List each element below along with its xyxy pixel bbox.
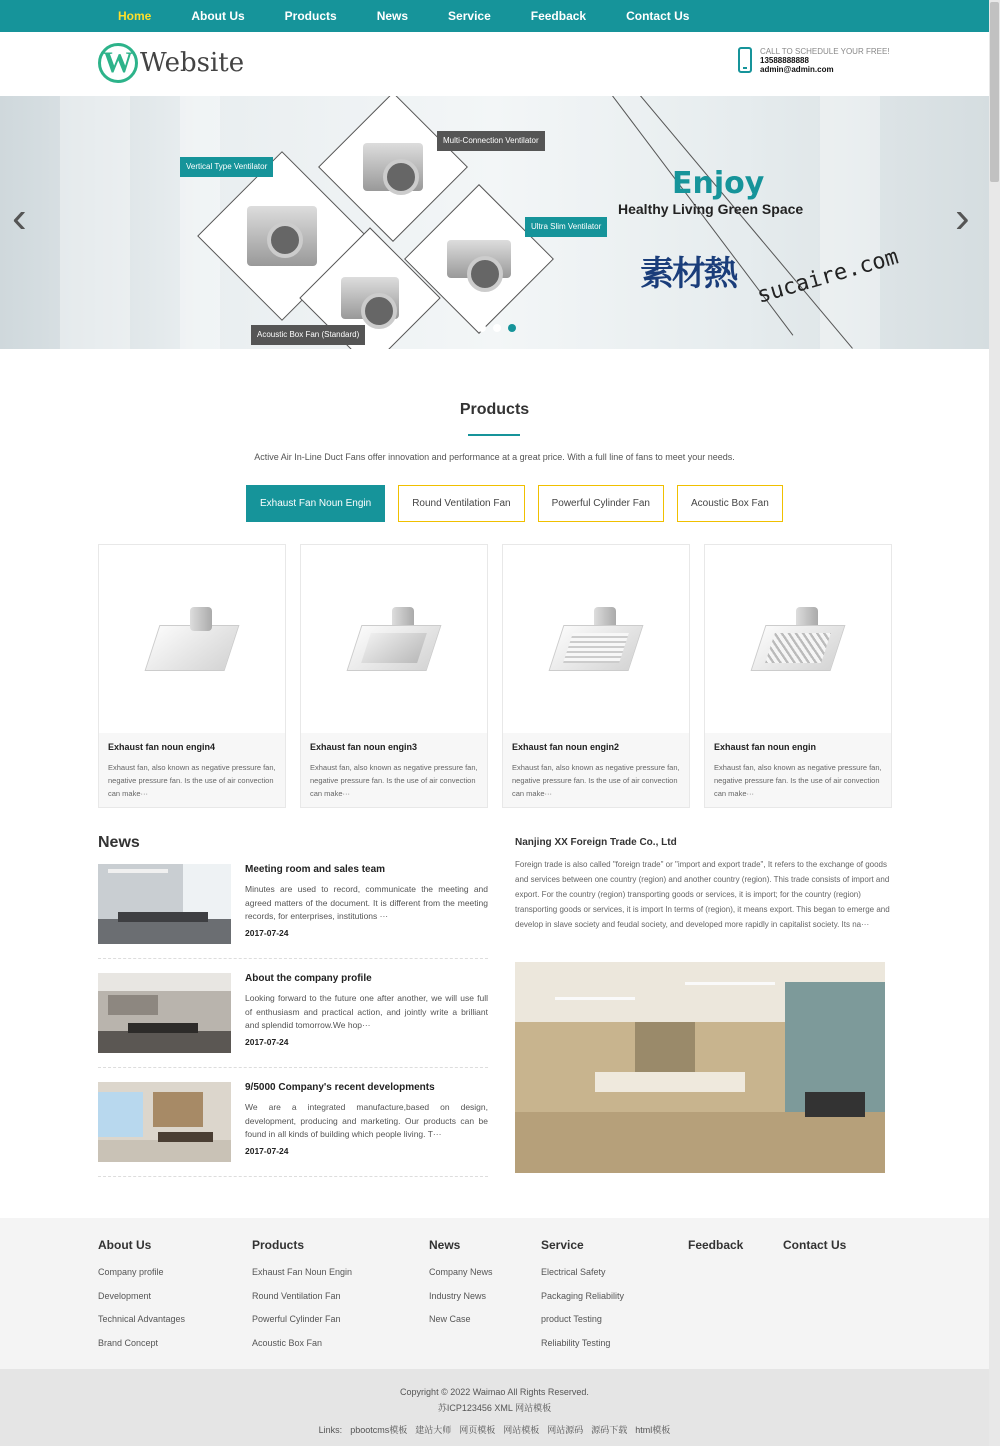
footer-link[interactable]: Company News (429, 1267, 493, 1277)
friend-link[interactable]: 网站模板 (503, 1425, 540, 1435)
product-cards (98, 544, 892, 808)
hero-banner (0, 96, 989, 349)
footer-link[interactable]: Industry News (429, 1290, 487, 1301)
logo-text: Website (140, 48, 245, 78)
news-item-date: 2017-07-24 (245, 1036, 289, 1047)
product-card[interactable] (502, 544, 690, 808)
divider (98, 1176, 488, 1177)
contact-phone: 13588888888 (760, 56, 809, 65)
news-image[interactable] (98, 973, 231, 1053)
footer-col-about (98, 1238, 185, 1355)
top-navigation (0, 0, 989, 32)
footer-link[interactable]: Acoustic Box Fan (252, 1337, 323, 1348)
product-image (142, 607, 242, 671)
banner-tag-slim: Ultra Slim Ventilator (525, 217, 607, 237)
product-tabs (246, 485, 796, 522)
product-card-title[interactable]: Exhaust fan noun engin (714, 742, 817, 752)
news-item-desc: Looking forward to the future one after another, we will use full of enthusiasm and practical action, and jointly write a brilliant and splendid tomorrow.We hop··· (245, 993, 488, 1030)
products-description: Active Air In-Line Duct Fans offer innovation and performance at a great price. With a full line of fans to meet your needs. (254, 452, 735, 462)
footer-heading[interactable]: Feedback (688, 1238, 744, 1252)
site-footer (0, 1218, 989, 1369)
news-image[interactable] (98, 864, 231, 944)
fan-image (341, 277, 399, 319)
nav-home[interactable]: Home (118, 9, 152, 23)
news-item[interactable] (98, 973, 488, 1073)
banner-tag-acoustic: Acoustic Box Fan (Standard) (251, 325, 365, 345)
footer-col-products (252, 1238, 352, 1355)
chevron-right-icon[interactable]: › (955, 193, 970, 242)
footer-link[interactable]: Exhaust Fan Noun Engin (252, 1267, 353, 1277)
watermark-cn: 素材熱 (640, 255, 736, 293)
chevron-left-icon[interactable]: ‹ (12, 193, 27, 242)
copyright-bar (0, 1369, 989, 1446)
scrollbar-thumb[interactable] (990, 2, 999, 182)
site-header (0, 32, 989, 96)
news-item[interactable] (98, 864, 488, 964)
friend-links (0, 1422, 989, 1438)
footer-heading[interactable]: News (429, 1238, 461, 1252)
carousel-dot-active[interactable] (508, 324, 516, 332)
footer-link[interactable]: Technical Advantages (98, 1314, 186, 1324)
footer-col-feedback (688, 1238, 743, 1261)
footer-link[interactable]: Powerful Cylinder Fan (252, 1314, 341, 1324)
divider (98, 958, 488, 959)
news-item-date: 2017-07-24 (245, 1145, 289, 1156)
footer-link[interactable]: Round Ventilation Fan (252, 1290, 341, 1301)
contact-email: admin@admin.com (760, 65, 834, 74)
nav-feedback[interactable]: Feedback (530, 9, 587, 23)
banner-tag-multi: Multi-Connection Ventilator (437, 131, 545, 151)
product-image (344, 607, 444, 671)
header-contact (738, 47, 890, 74)
icp-text[interactable]: 苏ICP123456 XML 网站模板 (437, 1403, 552, 1413)
footer-heading[interactable]: About Us (98, 1238, 152, 1252)
nav-news[interactable]: News (376, 9, 409, 23)
news-section-title: News (98, 834, 140, 851)
fan-image (247, 206, 317, 266)
news-item-desc: We are a integrated manufacture,based on design, development, producing and marketing. Our products can be found in all kinds of building which people living. T··· (245, 1102, 488, 1139)
footer-heading[interactable]: Contact Us (783, 1238, 847, 1252)
fan-image (363, 143, 423, 191)
company-office-image (515, 962, 885, 1173)
divider (98, 1067, 488, 1068)
fan-image (447, 240, 511, 278)
site-logo[interactable] (98, 42, 244, 84)
nav-service[interactable]: Service (448, 9, 491, 23)
title-underline (468, 434, 520, 436)
carousel-dot[interactable] (478, 324, 486, 332)
product-card[interactable] (300, 544, 488, 808)
product-image (748, 607, 848, 671)
footer-col-contact (783, 1238, 846, 1261)
news-item-title[interactable]: 9/5000 Company's recent developments (245, 1082, 435, 1093)
friend-link[interactable]: 源码下载 (591, 1425, 628, 1435)
footer-link[interactable]: Development (98, 1290, 152, 1301)
product-card-desc: Exhaust fan, also known as negative pressure fan, negative pressure fan. Is the use of air convection can make··· (108, 763, 276, 798)
friend-link[interactable]: 网站源码 (547, 1425, 584, 1435)
product-card-desc: Exhaust fan, also known as negative pressure fan, negative pressure fan. Is the use of air convection can make··· (714, 763, 882, 798)
product-card-desc: Exhaust fan, also known as negative pressure fan, negative pressure fan. Is the use of air convection can make··· (310, 763, 478, 798)
tab-powerful-cylinder[interactable]: Powerful Cylinder Fan (538, 485, 664, 522)
watermark-en: sucaire.com (754, 244, 902, 309)
carousel-dot[interactable] (493, 324, 501, 332)
footer-link[interactable]: Packaging Reliability (541, 1290, 625, 1301)
footer-link[interactable]: product Testing (541, 1314, 602, 1324)
news-item-title[interactable]: Meeting room and sales team (245, 864, 386, 875)
product-card[interactable] (98, 544, 286, 808)
tab-round-ventilation[interactable]: Round Ventilation Fan (398, 485, 524, 522)
product-card-desc: Exhaust fan, also known as negative pressure fan, negative pressure fan. Is the use of air convection can make··· (512, 763, 680, 798)
contact-tagline: CALL TO SCHEDULE YOUR FREE! (760, 47, 890, 56)
scrollbar[interactable] (989, 0, 1000, 1446)
footer-col-news (429, 1238, 493, 1332)
carousel-dots (478, 324, 523, 332)
tab-exhaust-fan[interactable]: Exhaust Fan Noun Engin (246, 485, 385, 522)
footer-heading[interactable]: Products (252, 1238, 305, 1252)
logo-mark: W (98, 43, 138, 83)
news-image[interactable] (98, 1082, 231, 1162)
phone-icon (738, 47, 752, 73)
friend-link[interactable]: 网页模板 (459, 1425, 496, 1435)
banner-subheadline: Healthy Living Green Space (618, 201, 804, 217)
links-label: Links: (318, 1425, 343, 1435)
nav-products[interactable]: Products (284, 9, 337, 23)
banner-tag-vertical: Vertical Type Ventilator (180, 157, 273, 177)
tab-acoustic-box[interactable]: Acoustic Box Fan (677, 485, 783, 522)
footer-link[interactable]: Company profile (98, 1267, 164, 1277)
footer-link[interactable]: Electrical Safety (541, 1267, 606, 1277)
footer-link[interactable]: New Case (429, 1314, 471, 1324)
news-item-desc: Minutes are used to record, communicate the meeting and agreed matters of the document. It is different from the meeting records, for enterprises, institutions ··· (245, 884, 488, 921)
footer-heading[interactable]: Service (541, 1238, 584, 1252)
copyright-text: Copyright © 2022 Waimao All Rights Reserved. (400, 1387, 589, 1397)
nav-about-us[interactable]: About Us (191, 9, 245, 23)
news-item-date: 2017-07-24 (245, 927, 289, 938)
product-card-title[interactable]: Exhaust fan noun engin3 (310, 742, 418, 752)
products-section-title: Products (459, 401, 530, 418)
product-card[interactable] (704, 544, 892, 808)
company-description: Foreign trade is also called "foreign trade" or "import and export trade", It refers to the exchange of goods and services between one country (region) and another country (region). This trade consists of import and export. For the country (region) transporting goods or services, it is import; for the country (region) transporting goods or services, it is import In terms of (region), it means export. This began to emerge and develop in slave society and feudal society, and developed more rapidly in capitalist society. Its na··· (515, 860, 890, 929)
friend-link[interactable]: 建站大师 (415, 1425, 452, 1435)
news-item-title[interactable]: About the company profile (245, 973, 372, 984)
banner-headline: Enjoy (672, 166, 765, 201)
product-image (546, 607, 646, 671)
product-card-title[interactable]: Exhaust fan noun engin4 (108, 742, 216, 752)
friend-link[interactable]: html模板 (635, 1425, 671, 1435)
friend-link[interactable]: pbootcms模板 (350, 1425, 408, 1435)
product-card-title[interactable]: Exhaust fan noun engin2 (512, 742, 620, 752)
footer-link[interactable]: Brand Concept (98, 1337, 159, 1348)
footer-col-service (541, 1238, 624, 1355)
company-title[interactable]: Nanjing XX Foreign Trade Co., Ltd (515, 837, 677, 848)
nav-contact-us[interactable]: Contact Us (626, 9, 690, 23)
news-item[interactable] (98, 1082, 488, 1182)
footer-link[interactable]: Reliability Testing (541, 1337, 611, 1348)
